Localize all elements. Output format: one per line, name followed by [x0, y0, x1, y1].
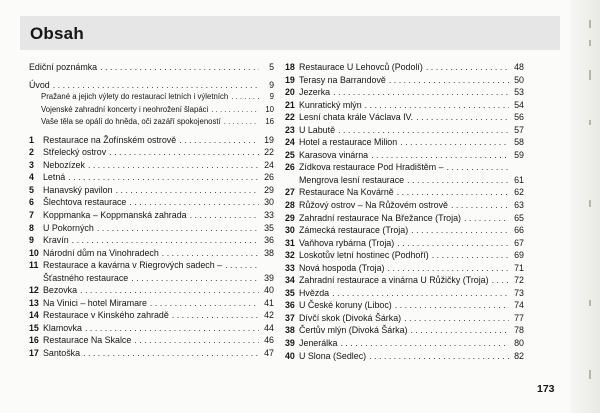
toc-entry-page: 24 [264, 159, 274, 170]
toc-entry-number: 16 [29, 335, 39, 346]
toc-entry-title: Národní dům na Vinohradech [43, 247, 159, 258]
toc-entry-title: Kunratický mlýn [299, 99, 362, 110]
toc-entry-title: Hvězda [299, 287, 330, 298]
toc-entry-title: Terasy na Barrandově [299, 74, 386, 85]
toc-entry-page: 46 [264, 335, 274, 346]
toc-entry-page: 80 [514, 338, 524, 349]
dot-leader [426, 61, 509, 74]
toc-entry-title: Santoška [43, 348, 81, 359]
toc-entry-title: Restaurace Na Kovárně [299, 187, 394, 198]
dot-leader [397, 237, 509, 250]
toc-entry-number: 31 [285, 237, 295, 248]
dot-leader [68, 171, 259, 184]
toc-entry-page: 61 [514, 174, 524, 185]
toc-entry-number: 27 [285, 187, 295, 198]
toc-entry-title: Dívčí skok (Divoká Šárka) [299, 312, 402, 323]
toc-entry [29, 259, 274, 272]
toc-entry-page: 33 [264, 210, 274, 221]
toc-entry [285, 324, 524, 337]
toc-entry-number: 5 [29, 184, 34, 195]
toc-entry-number: 32 [285, 250, 295, 261]
toc-entry-page: 16 [265, 117, 274, 127]
page-edge-mark [589, 300, 591, 306]
toc-entry-number: 15 [29, 322, 39, 333]
toc-entry [285, 174, 524, 187]
toc-entry [285, 312, 524, 325]
dot-leader [162, 247, 259, 260]
toc-entry-number: 7 [29, 210, 34, 221]
toc-entry-title: Jenerálka [299, 338, 338, 349]
toc-entry [29, 104, 274, 117]
dot-leader [150, 297, 259, 310]
toc-entry-page: 66 [514, 225, 524, 236]
toc-entry [285, 262, 524, 275]
dot-leader [338, 124, 509, 137]
toc-entry-title: Restaurace v Kinského zahradě [43, 310, 169, 321]
toc-entry [285, 136, 524, 149]
toc-entry-title: Šlechtova restaurace [43, 197, 127, 208]
toc-entry-number: 4 [29, 172, 34, 183]
toc-entry [285, 224, 524, 237]
dot-leader [100, 61, 259, 74]
toc-entry-number: 22 [285, 112, 295, 123]
toc-entry-title: Střelecký ostrov [43, 147, 107, 158]
toc-entry-page: 41 [264, 297, 274, 308]
toc-entry-page: 71 [514, 262, 524, 273]
dot-leader [83, 347, 259, 360]
toc-entry-page: 53 [514, 87, 524, 98]
toc-entry [285, 161, 524, 174]
dot-leader [404, 312, 509, 325]
toc-entry-page: 38 [264, 247, 274, 258]
page-edge-mark [589, 370, 591, 379]
toc-entry [29, 91, 274, 104]
toc-entry-page: 48 [514, 62, 524, 72]
toc-entry [285, 212, 524, 225]
toc-entry-page: 29 [264, 184, 274, 195]
toc-entry-number: 19 [285, 74, 295, 85]
toc-entry-page: 35 [264, 222, 274, 233]
toc-entry-page: 42 [264, 310, 274, 321]
toc-entry [285, 111, 524, 124]
toc-entry-title: Pražané a jejich výlety do restaurací letních i výletních [41, 92, 229, 102]
toc-entry-page: 19 [264, 134, 274, 145]
dot-leader [231, 91, 259, 104]
dot-leader [492, 274, 509, 287]
toc-entry-number: 17 [29, 348, 39, 359]
dot-leader [451, 199, 509, 212]
toc-entry-title: Růžový ostrov – Na Růžovém ostrově [299, 200, 448, 211]
dot-leader [397, 186, 509, 199]
dot-leader [53, 79, 259, 92]
toc-entry [29, 116, 274, 129]
dot-leader [116, 184, 259, 197]
toc-entry-number: 29 [285, 212, 295, 223]
toc-entry-number: 33 [285, 262, 295, 273]
dot-leader [211, 104, 259, 117]
toc-entry-number: 12 [29, 285, 39, 296]
toc-entry-title: U Labutě [299, 124, 336, 135]
toc-entry-page: 9 [269, 92, 274, 102]
toc-column-left [29, 61, 274, 360]
toc-entry-page: 36 [264, 235, 274, 246]
toc-entry-title: U České koruny (Liboc) [299, 300, 392, 311]
toc-entry-title: Restaurace U Lehovců (Podolí) [299, 62, 423, 72]
toc-entry-page: 39 [264, 272, 274, 283]
toc-entry-page: 73 [514, 287, 524, 298]
page-edge-mark [589, 20, 591, 28]
toc-entry [285, 337, 524, 350]
toc-entry-title: Loskotův letní hostinec (Podhoří) [299, 250, 429, 261]
toc-entry [29, 247, 274, 260]
page-edge-mark [589, 200, 591, 207]
dot-leader [224, 116, 259, 129]
toc-entry [285, 61, 524, 74]
toc-entry [285, 249, 524, 262]
toc-entry-number: 30 [285, 225, 295, 236]
toc-entry-page: 30 [264, 197, 274, 208]
toc-entry-number: 23 [285, 124, 295, 135]
toc-entry [29, 159, 274, 172]
toc-entry [29, 284, 274, 297]
toc-entry [285, 237, 524, 250]
toc-entry-page: 63 [514, 200, 524, 211]
toc-entry-title: Čertův mlýn (Divoká Šárka) [299, 325, 408, 336]
dot-leader [332, 287, 509, 300]
toc-entry-title: Vojenské zahradní koncerty i neohrožení šlapáci [41, 104, 209, 114]
toc-entry-number: 37 [285, 312, 295, 323]
toc-entry [285, 149, 524, 162]
page-title: Obsah [30, 24, 84, 43]
toc-entry-number: 11 [29, 260, 39, 271]
dot-leader [80, 284, 259, 297]
toc-entry-number: 36 [285, 300, 295, 311]
toc-entry-number: 10 [29, 247, 39, 258]
page-edge-mark [589, 40, 591, 46]
toc-entry-number: 35 [285, 287, 295, 298]
toc-entry-page: 57 [514, 124, 524, 135]
toc-entry [29, 272, 274, 285]
page-edge-shadow [570, 0, 600, 413]
toc-entry-page: 54 [514, 99, 524, 110]
dot-leader [371, 149, 509, 162]
toc-entry-page: 44 [264, 322, 274, 333]
toc-entry-title: Lesní chata krále Václava IV. [299, 112, 414, 123]
toc-entry [29, 134, 274, 147]
toc-entry-page: 67 [514, 237, 524, 248]
toc-entry-page: 56 [514, 112, 524, 123]
toc-entry [29, 234, 274, 247]
toc-entry-title: Karasova vinárna [299, 149, 369, 160]
dot-leader [395, 299, 509, 312]
toc-entry-number: 3 [29, 159, 34, 170]
toc-entry-title: Vaňhova rybárna (Troja) [299, 237, 395, 248]
dot-leader [340, 337, 509, 350]
dot-leader [407, 174, 509, 187]
toc-entry-title: Hotel a restaurace Milion [299, 137, 398, 148]
dot-leader [109, 146, 259, 159]
page-number: 173 [537, 383, 555, 395]
toc-entry [285, 350, 524, 363]
toc-entry-number: 40 [285, 350, 295, 361]
dot-leader [416, 111, 509, 124]
toc-entry-page: 65 [514, 212, 524, 223]
toc-entry [285, 99, 524, 112]
dot-leader [129, 196, 259, 209]
toc-entry-number: 26 [285, 162, 295, 173]
dot-leader [172, 309, 259, 322]
toc-entry-number: 34 [285, 275, 295, 286]
toc-entry-number: 20 [285, 87, 295, 98]
toc-entry-page: 50 [514, 74, 524, 85]
dot-leader [464, 212, 509, 225]
toc-entry [285, 124, 524, 137]
toc-entry-number: 39 [285, 338, 295, 349]
dot-leader [388, 262, 509, 275]
toc-entry-page: 69 [514, 250, 524, 261]
toc-entry [29, 79, 274, 92]
toc-entry [29, 222, 274, 235]
toc-entry [285, 86, 524, 99]
toc-entry-title: Vaše těla se opálí do hněda, oči zazáří spokojeností [41, 117, 221, 127]
toc-entry-page: 74 [514, 300, 524, 311]
toc-entry-number: 2 [29, 147, 34, 158]
toc-entry-number: 21 [285, 99, 295, 110]
dot-leader [411, 224, 509, 237]
toc-entry-title: U Pokorných [43, 222, 94, 233]
toc-entry-page: 58 [514, 137, 524, 148]
toc-entry-number: 6 [29, 197, 34, 208]
page-edge-mark [589, 120, 591, 125]
toc-entry-title: Koppmanka – Koppmanská zahrada [43, 210, 187, 221]
toc-entry [285, 74, 524, 87]
dot-leader [369, 350, 509, 363]
toc-entry-title: Restaurace a kavárna v Riegrových sadech – [43, 260, 223, 271]
dot-leader [131, 272, 259, 285]
dot-leader [97, 222, 259, 235]
toc-entry [29, 196, 274, 209]
toc-entry-number: 18 [285, 62, 295, 72]
dot-leader [134, 334, 259, 347]
toc-entry-number: 24 [285, 137, 295, 148]
dot-leader [72, 234, 259, 247]
toc-entry-title: Ediční poznámka [29, 62, 98, 72]
toc-entry-title: Zahradní restaurace a vinárna U Růžičky (Troja) [299, 275, 489, 286]
toc-entry-title: Šťastného restaurace [43, 272, 129, 283]
toc-entry-page: 82 [514, 350, 524, 361]
toc-entry-page: 40 [264, 285, 274, 296]
dot-leader [333, 86, 509, 99]
heading-band [20, 16, 560, 50]
toc-entry-number: 8 [29, 222, 34, 233]
toc-entry-title: Bezovka [43, 285, 78, 296]
toc-entry-page: 47 [264, 348, 274, 359]
toc-entry-title: Restaurace Na Skalce [43, 335, 132, 346]
dot-leader [225, 259, 259, 272]
toc-entry-title: Klamovka [43, 322, 82, 333]
toc-entry-title: Restaurace na Žofínském ostrově [43, 134, 177, 145]
dot-leader [400, 136, 509, 149]
toc-entry-title: Na Vinici – hotel Miramare [43, 297, 147, 308]
toc-entry-number: 9 [29, 235, 34, 246]
toc-entry [29, 61, 274, 74]
toc-entry [29, 322, 274, 335]
toc-entry-title: Nová hospoda (Troja) [299, 262, 385, 273]
toc-entry [285, 299, 524, 312]
toc-entry-page: 72 [514, 275, 524, 286]
toc-entry [285, 199, 524, 212]
dot-leader [411, 324, 510, 337]
toc-entry-title: Zídkova restaurace Pod Hradištěm – [299, 162, 444, 173]
toc-entry-title: Zámecká restaurace (Troja) [299, 225, 409, 236]
toc-entry [29, 171, 274, 184]
toc-entry-page: 77 [514, 312, 524, 323]
toc-entry-title: Kravín [43, 235, 69, 246]
toc-entry-number: 25 [285, 149, 295, 160]
toc-entry-number: 13 [29, 297, 39, 308]
dot-leader [447, 161, 509, 174]
toc-entry-number: 38 [285, 325, 295, 336]
toc-entry-page: 5 [269, 62, 274, 72]
toc-entry [29, 347, 274, 360]
toc-column-right [285, 61, 524, 362]
toc-entry [29, 309, 274, 322]
toc-entry-page: 9 [269, 79, 274, 90]
toc-entry-page: 22 [264, 147, 274, 158]
dot-leader [85, 322, 259, 335]
toc-entry-page: 62 [514, 187, 524, 198]
toc-entry-title: Úvod [29, 79, 50, 90]
dot-leader [179, 134, 259, 147]
dot-leader [365, 99, 509, 112]
toc-entry-title: Nebozízek [43, 159, 85, 170]
toc-entry [285, 287, 524, 300]
toc-entry [29, 146, 274, 159]
dot-leader [432, 249, 509, 262]
dot-leader [389, 74, 509, 87]
toc-entry-title: Jezerka [299, 87, 331, 98]
toc-entry [29, 334, 274, 347]
toc-entry [29, 184, 274, 197]
toc-entry-title: Letná [43, 172, 66, 183]
toc-entry-page: 59 [514, 149, 524, 160]
toc-entry-page: 26 [264, 172, 274, 183]
toc-entry [285, 186, 524, 199]
toc-entry-title: U Slona (Sedlec) [299, 350, 367, 361]
toc-entry-number: 28 [285, 200, 295, 211]
toc-entry [285, 274, 524, 287]
toc-entry [29, 297, 274, 310]
toc-entry-title: Hanavský pavilon [43, 184, 113, 195]
dot-leader [88, 159, 259, 172]
toc-entry [29, 209, 274, 222]
toc-entry-title: Mengrova lesní restaurace [299, 174, 405, 185]
toc-entry-number: 1 [29, 134, 34, 145]
toc-entry-number: 14 [29, 310, 39, 321]
toc-entry-page: 10 [265, 104, 274, 114]
toc-entry-page: 78 [514, 325, 524, 336]
toc-entry-title: Zahradní restaurace Na Břežance (Troja) [299, 212, 461, 223]
dot-leader [190, 209, 259, 222]
page-edge-mark [589, 70, 591, 80]
